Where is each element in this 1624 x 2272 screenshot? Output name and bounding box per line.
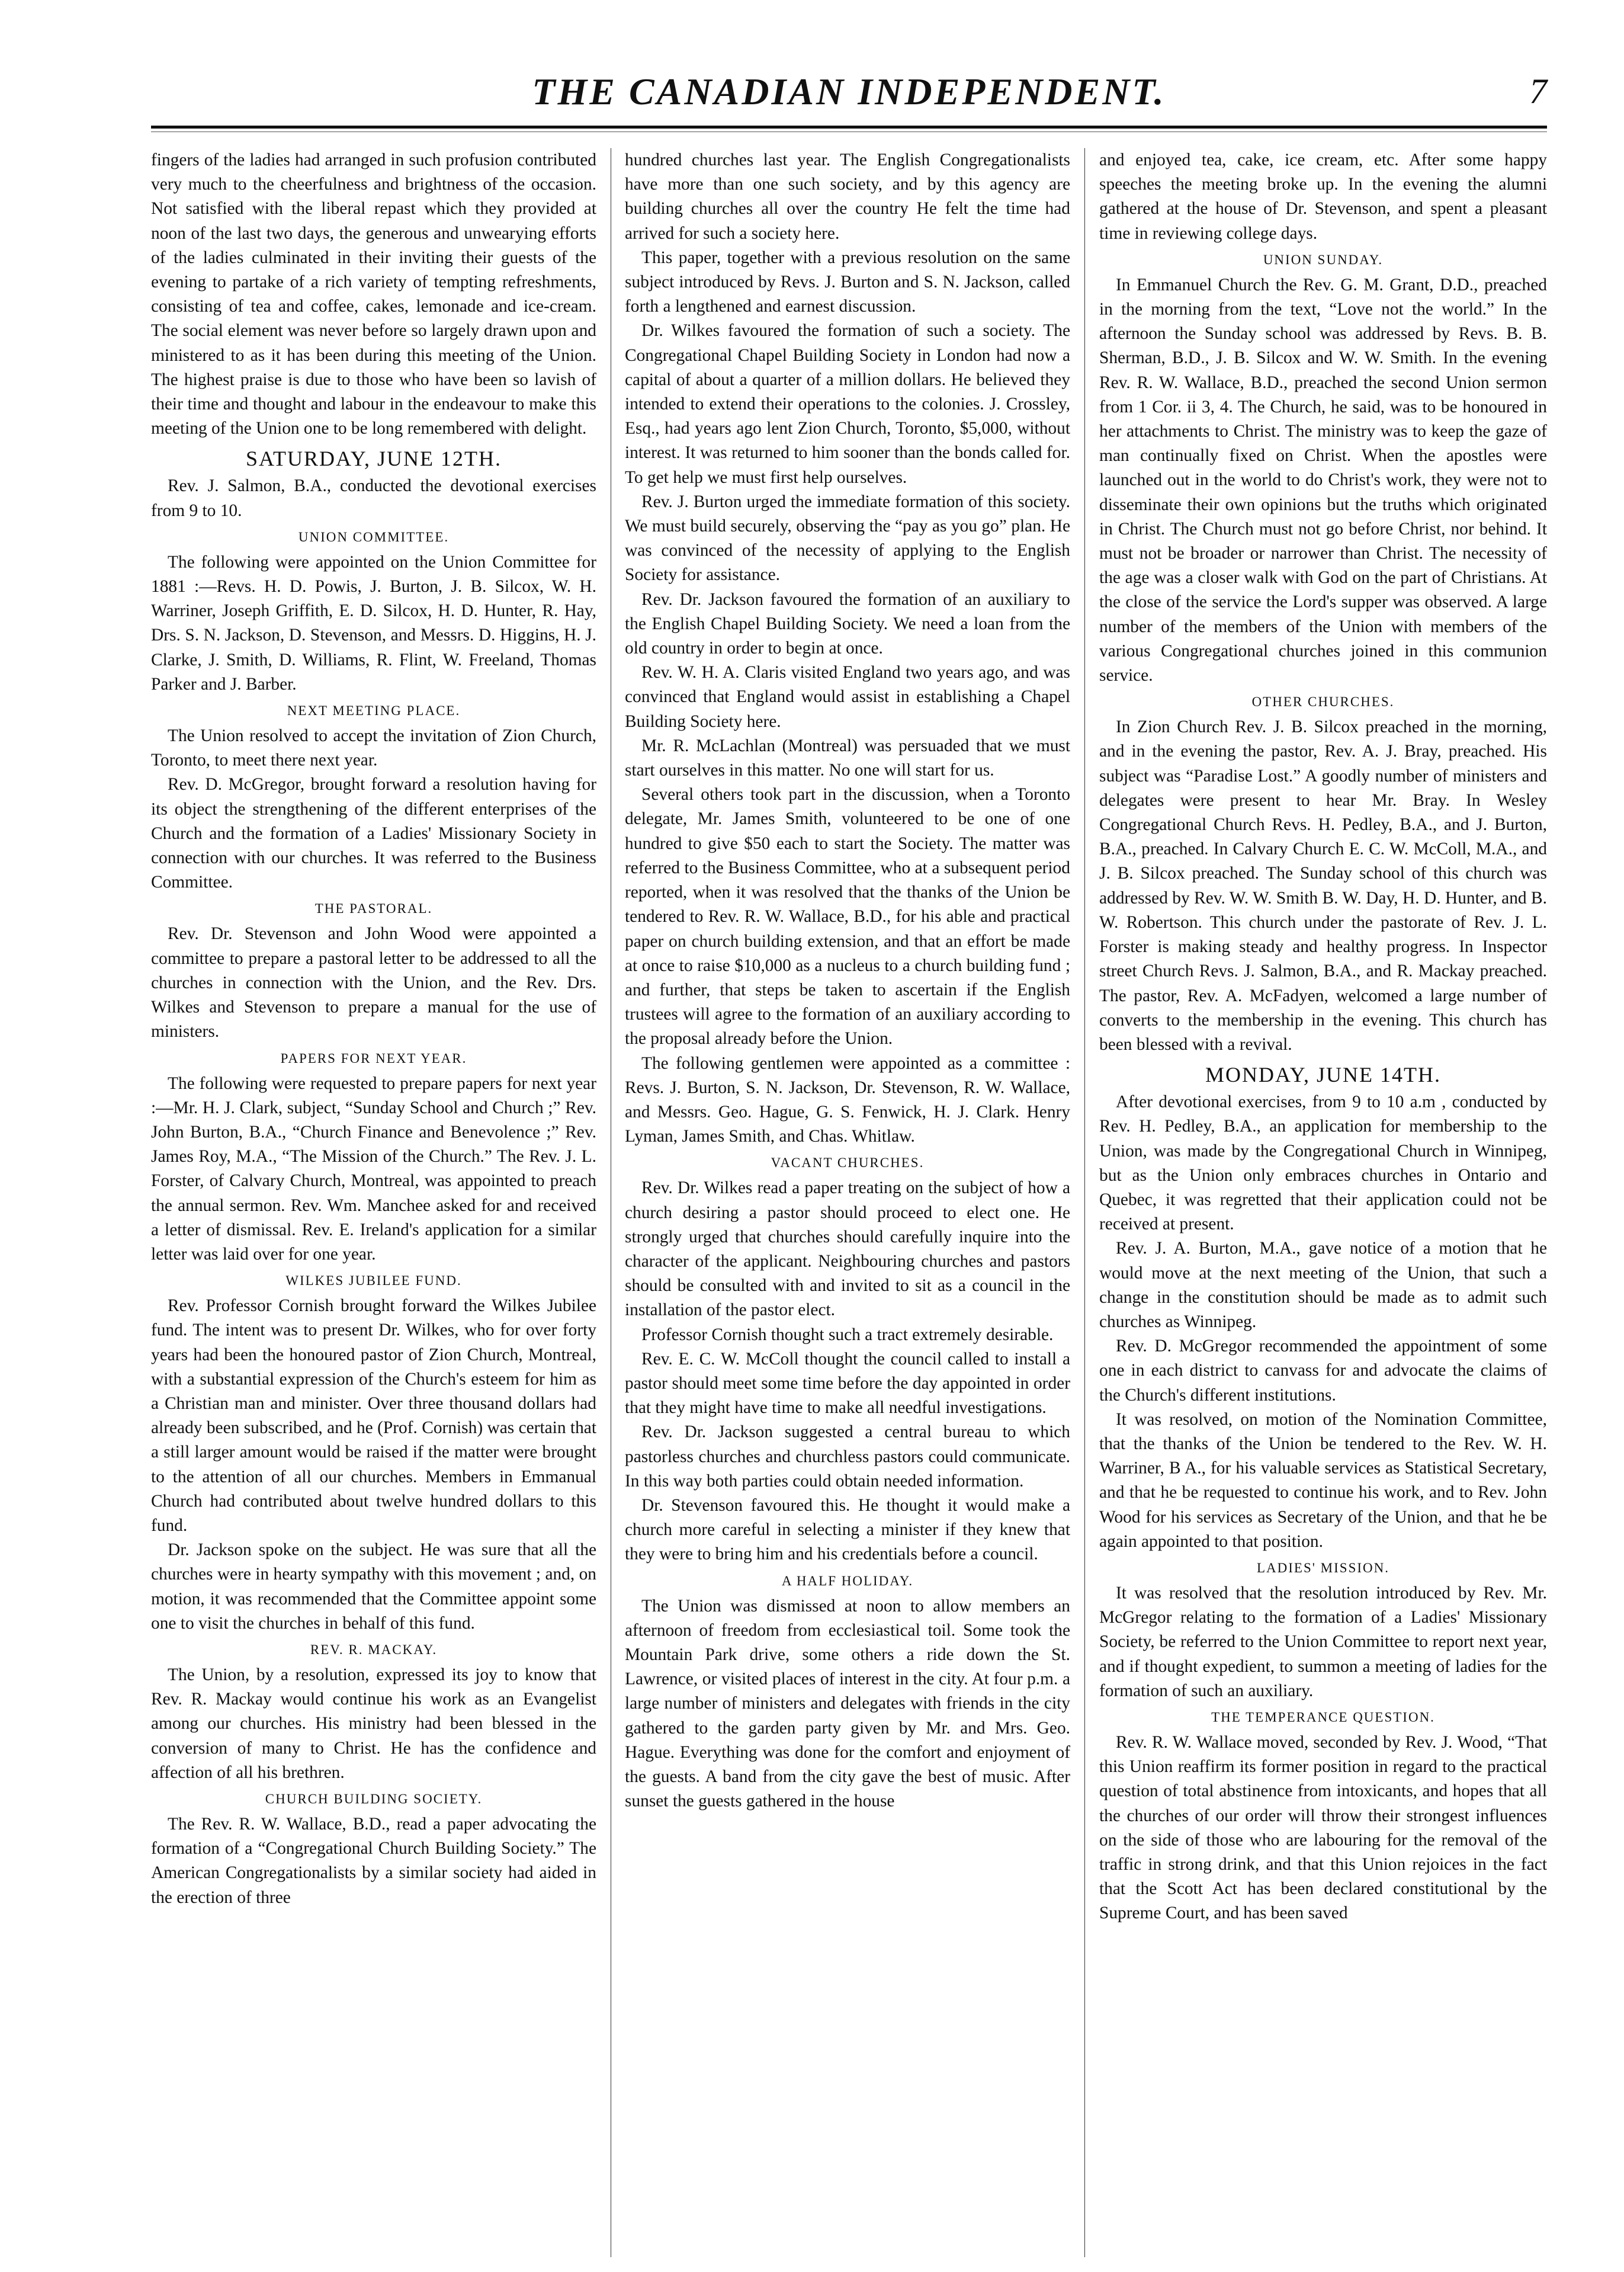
section-heading-other-churches: OTHER CHURCHES. xyxy=(1251,694,1395,710)
column-3 xyxy=(1099,148,1547,2257)
section-heading-wilkes-fund: WILKES JUBILEE FUND. xyxy=(285,1273,462,1289)
section-heading-saturday: SATURDAY, JUNE 12TH. xyxy=(245,447,502,471)
paragraph: The Union was dismissed at noon to allow members an afternoon of freedom from ecclesiastical toil. Some took the Mountain Park drive, some others a ride down the St. Lawrence, or visited places of interest in the city. At four p.m. a large number of ministers and delegates with friends in the city gathered to the garden party given by Mr. and Mrs. Geo. Hague. Everything was done for the comfort and enjoyment of the guests. A band from the city gave the best of music. After sunset the guests gathered in the house xyxy=(625,1596,1070,1811)
paragraph: Dr. Stevenson favoured this. He thought it would make a church more careful in selecting a minister if they knew that they were to bring him and his credentials before a council. xyxy=(625,1495,1070,1564)
paragraph: The following were requested to prepare papers for next year :—Mr. H. J. Clark, subject, “Sunday School and Church ;” Rev. John Burton, B.A., “Church Finance and Benevolence ;” Rev. James Roy, M.A., “The Mission of the Church.” The Rev. J. L. Forster, of Calvary Church, Montreal, was appointed to preach the annual sermon. Rev. Wm. Manchee asked for and received a letter of dismissal. Rev. E. Ireland's application for a similar letter was laid over for one year. xyxy=(151,1073,596,1264)
column-2 xyxy=(625,148,1070,2257)
section-heading-next-meeting: NEXT MEETING PLACE. xyxy=(287,703,461,719)
paragraph: Rev. W. H. A. Claris visited England two years ago, and was convinced that England would assist in establishing a Chapel Building Society here. xyxy=(625,663,1070,731)
column-1 xyxy=(151,148,596,2257)
paragraph: The Union, by a resolution, expressed its joy to know that Rev. R. Mackay would continue his work as an Evangelist among our churches. His ministry had been blessed in the conversion of many to Christ. He has the confidence and affection of all his brethren. xyxy=(151,1665,596,1782)
paragraph: The Rev. R. W. Wallace, B.D., read a paper advocating the formation of a “Congregational Church Building Society.” The American Congregationalists by a similar society had aided in the erection of three xyxy=(151,1814,596,1907)
section-heading-temperance: THE TEMPERANCE QUESTION. xyxy=(1211,1709,1435,1725)
paragraph: The following gentlemen were appointed as a committee : Revs. J. Burton, S. N. Jackson, Dr. Stevenson, R. W. Wallace, and Messrs. Geo. Hague, G. S. Fenwick, H. J. Clark. Henry Lyman, James Smith, and Chas. Whitlaw. xyxy=(625,1053,1070,1146)
masthead xyxy=(151,70,1547,129)
publication-title: THE CANADIAN INDEPENDENT. xyxy=(532,71,1166,113)
section-heading-building-society: CHURCH BUILDING SOCIETY. xyxy=(265,1791,483,1806)
section-heading-pastoral: THE PASTORAL. xyxy=(314,901,433,917)
paragraph: It was resolved that the resolution introduced by Rev. Mr. McGregor relating to the formation of a Ladies' Missionary Society, be referred to the Union Committee to report next year, and if thought expedient, to summon a meeting of ladies for the formation of such an auxiliary. xyxy=(1099,1583,1547,1700)
masthead-rule xyxy=(151,126,1547,129)
section-heading-half-holiday: A HALF HOLIDAY. xyxy=(781,1573,914,1588)
article-columns xyxy=(151,148,1547,2257)
paragraph: In Zion Church Rev. J. B. Silcox preached in the morning, and in the evening the pastor, Rev. A. J. Bray, preached. His subject was “Paradise Lost.” A goodly number of ministers and delegates were present to hear Mr. Bray. In Wesley Congregational Church Revs. H. Pedley, B.A., and J. Burton, B.A., preached. In Calvary Church E. C. W. McColl, M.A., and J. B. Silcox preached. The Sunday school of this church was addressed by Rev. W. W. Smith B. W. Day, H. D. Hunter, and B. W. Robertson. This church under the pastorate of Rev. J. L. Forster is making steady and healthy progress. In Inspector street Church Revs. J. Salmon, B.A., and R. Mackay preached. The pastor, Rev. A. McFadyen, welcomed a large number of converts to the membership in the evening. This church has been blessed with a revival. xyxy=(1099,717,1547,1054)
paragraph: Rev. J. Salmon, B.A., conducted the devotional exercises from 9 to 10. xyxy=(151,476,596,520)
paragraph: Professor Cornish thought such a tract extremely desirable. xyxy=(641,1325,1054,1344)
paragraph: Rev. Dr. Wilkes read a paper treating on the subject of how a church desiring a pastor should proceed to elect one. He strongly urged that churches should carefully inquire into the character of the applicant. Neighbouring churches and pastors should be consulted with and invited to sit as a council in the installation of the pastor elect. xyxy=(625,1178,1070,1320)
paragraph: Rev. D. McGregor, brought forward a resolution having for its object the strengthening of the different enterprises of the Church and the formation of a Ladies' Missionary Society in connection with our churches. It was referred to the Business Committee. xyxy=(151,775,596,892)
paragraph: Several others took part in the discussion, when a Toronto delegate, Mr. James Smith, volunteered to be one of one hundred to give $50 each to start the Society. The matter was referred to the Business Committee, who at a subsequent period reported, when it was resolved that the thanks of the Union be tendered to Rev. R. W. Wallace, B.D., for his able and practical paper on church building extension, and that an effort be made at once to raise $10,000 as a nucleus to a church building fund ; and further, that steps be taken to ascertain if the English trustees will agree to the formation of an auxiliary according to the proposal already before the Union. xyxy=(625,785,1070,1049)
paragraph: The following were appointed on the Union Committee for 1881 :—Revs. H. D. Powis, J. Burton, J. B. Silcox, W. H. Warriner, Joseph Griffith, E. D. Silcox, H. D. Hunter, R. Hay, Drs. S. N. Jackson, D. Stevenson, and Messrs. D. Higgins, H. J. Clarke, J. Smith, D. Williams, R. Flint, W. Freeland, Thomas Parker and J. Barber. xyxy=(151,552,596,694)
paragraph: Rev. R. W. Wallace moved, seconded by Rev. J. Wood, “That this Union reaffirm its former position in regard to the practical question of total abstinence from intoxicants, and hopes that all the churches of our order will throw their strongest influences on the side of those who are labouring for the removal of the traffic in strong drink, and that this Union rejoices in the fact that the Scott Act has been declared constitutional by the Supreme Court, and has been saved xyxy=(1099,1732,1547,1923)
section-heading-mackay: REV. R. MACKAY. xyxy=(310,1642,438,1657)
paragraph: Rev. Dr. Jackson favoured the formation of an auxiliary to the English Chapel Building Society. We need a loan from the old country in order to begin at once. xyxy=(625,589,1070,658)
paragraph: The Union resolved to accept the invitation of Zion Church, Toronto, to meet there next year. xyxy=(151,726,596,770)
section-heading-papers: PAPERS FOR NEXT YEAR. xyxy=(280,1050,467,1066)
paragraph: hundred churches last year. The English Congregationalists have more than one such society, and by this agency are building churches all over the country He felt the time had arrived for such a society here. xyxy=(625,150,1070,243)
paragraph: Rev. J. Burton urged the immediate formation of this society. We must build securely, observing the “pay as you go” plan. He was convinced of the necessity of applying to the English Society for assistance. xyxy=(625,492,1070,585)
section-heading-union-sunday: UNION SUNDAY. xyxy=(1263,252,1384,267)
paragraph: fingers of the ladies had arranged in such profusion contributed very much to the cheerfulness and brightness of the occasion. Not satisfied with the liberal repast which they provided at noon of the last two days, the generous and unwearying efforts of the ladies culminated in their inviting their guests of the evening to partake of a rich variety of tempting refreshments, consisting of tea and coffee, cakes, lemonade and ice-cream. The social element was never before so largely drawn upon and ministered to as it has been during this meeting of the Union. The highest praise is due to those who have been so lavish of their time and thought and labour in the endeavour to make this meeting of the Union one to be long remembered with delight. xyxy=(151,150,596,438)
paragraph: Rev. Professor Cornish brought forward the Wilkes Jubilee fund. The intent was to present Dr. Wilkes, who for over forty years had been the honoured pastor of Zion Church, Montreal, with a substantial expression of the Church's esteem for him as a Christian man and minister. Over three thousand dollars had already been subscribed, and he (Prof. Cornish) was certain that a still larger amount would be raised if the matter were brought to the attention of all our churches. Members in Emmanual Church had contributed about twelve hundred dollars to this fund. xyxy=(151,1296,596,1535)
paragraph: After devotional exercises, from 9 to 10 a.m , conducted by Rev. H. Pedley, B.A., an application for membership to the Union, was made by the Congregational Church in Winnipeg, but as the Union only embraces churches in Ontario and Quebec, it was regretted that their application could not be received at present. xyxy=(1099,1092,1547,1234)
page-number: 7 xyxy=(1529,72,1547,111)
paragraph: In Emmanuel Church the Rev. G. M. Grant, D.D., preached in the morning from the text, “Love not the world.” In the afternoon the Sunday school was addressed by Revs. B. B. Sherman, B.D., J. B. Silcox and W. W. Smith. In the evening Rev. R. W. Wallace, B.D., preached the second Union sermon from 1 Cor. ii 3, 4. The Church, he said, was to be honoured in her attachments to Christ. The ministry was to keep the gaze of man continually fixed on Christ. When the apostles were launched out in the world to do Christ's work, they were not to disseminate their own opinions but the truths which originated in Christ. The Church must not go before Christ, nor behind. It must not be broader or narrower than Christ. The necessity of the age was a closer walk with God on the part of Christians. At the close of the service the Lord's supper was observed. A large number of the members of the Union with members of the various Congregational churches joined in this communion service. xyxy=(1099,275,1547,685)
paragraph: Dr. Jackson spoke on the subject. He was sure that all the churches were in hearty sympathy with this movement ; and, on motion, it was recommended that the Committee appoint some one to visit the churches in behalf of this fund. xyxy=(151,1540,596,1633)
section-heading-ladies-mission: LADIES' MISSION. xyxy=(1257,1560,1389,1575)
paragraph: Rev. E. C. W. McColl thought the council called to install a pastor should meet some time before the day appointed in order that they might have time to make all needful investigations. xyxy=(625,1349,1070,1418)
paragraph: Rev. J. A. Burton, M.A., gave notice of a motion that he would move at the next meeting of the Union, that such a change in the constitution should be made as to admit such churches as Winnipeg. xyxy=(1099,1239,1547,1331)
paragraph: Dr. Wilkes favoured the formation of such a society. The Congregational Chapel Building Society in London had now a capital of about a quarter of a million dollars. He believed they intended to extend their operations to the colonies. J. Crossley, Esq., had years ago lent Zion Church, Toronto, $5,000, without interest. It was returned to him sooner than the bonds called for. To get help we must first help ourselves. xyxy=(625,321,1070,487)
section-heading-monday: MONDAY, JUNE 14TH. xyxy=(1205,1063,1442,1087)
column-divider xyxy=(1084,148,1085,2257)
paragraph: This paper, together with a previous resolution on the same subject introduced by Revs. J. Burton and S. N. Jackson, called forth a lengthened and earnest discussion. xyxy=(625,248,1070,316)
paragraph: and enjoyed tea, cake, ice cream, etc. After some happy speeches the meeting broke up. In the evening the alumni gathered at the house of Dr. Stevenson, and spent a pleasant time in reviewing college days. xyxy=(1099,150,1547,243)
section-heading-vacant-churches: VACANT CHURCHES. xyxy=(771,1155,925,1171)
paragraph: Rev. Dr. Stevenson and John Wood were appointed a committee to prepare a pastoral letter to be addressed to all the churches in connection with the Union, and the Rev. Drs. Wilkes and Stevenson to prepare a manual for the use of ministers. xyxy=(151,924,596,1042)
paragraph: It was resolved, on motion of the Nomination Committee, that the thanks of the Union be tendered to the Rev. W. H. Warriner, B A., for his valuable services as Statistical Secretary, and that he be requested to continue his work, and to Rev. John Wood for his services as Secretary of the Union, and that he be again appointed to that position. xyxy=(1099,1409,1547,1551)
paragraph: Rev. Dr. Jackson suggested a central bureau to which pastorless churches and churchless pastors could communicate. In this way both parties could obtain needed information. xyxy=(625,1422,1070,1491)
paragraph: Rev. D. McGregor recommended the appointment of some one in each district to canvass for and advocate the claims of the Church's different institutions. xyxy=(1099,1337,1547,1405)
paragraph: Mr. R. McLachlan (Montreal) was persuaded that we must start ourselves in this matter. No one will start for us. xyxy=(625,736,1070,780)
section-heading-union-committee: UNION COMMITTEE. xyxy=(298,529,450,544)
